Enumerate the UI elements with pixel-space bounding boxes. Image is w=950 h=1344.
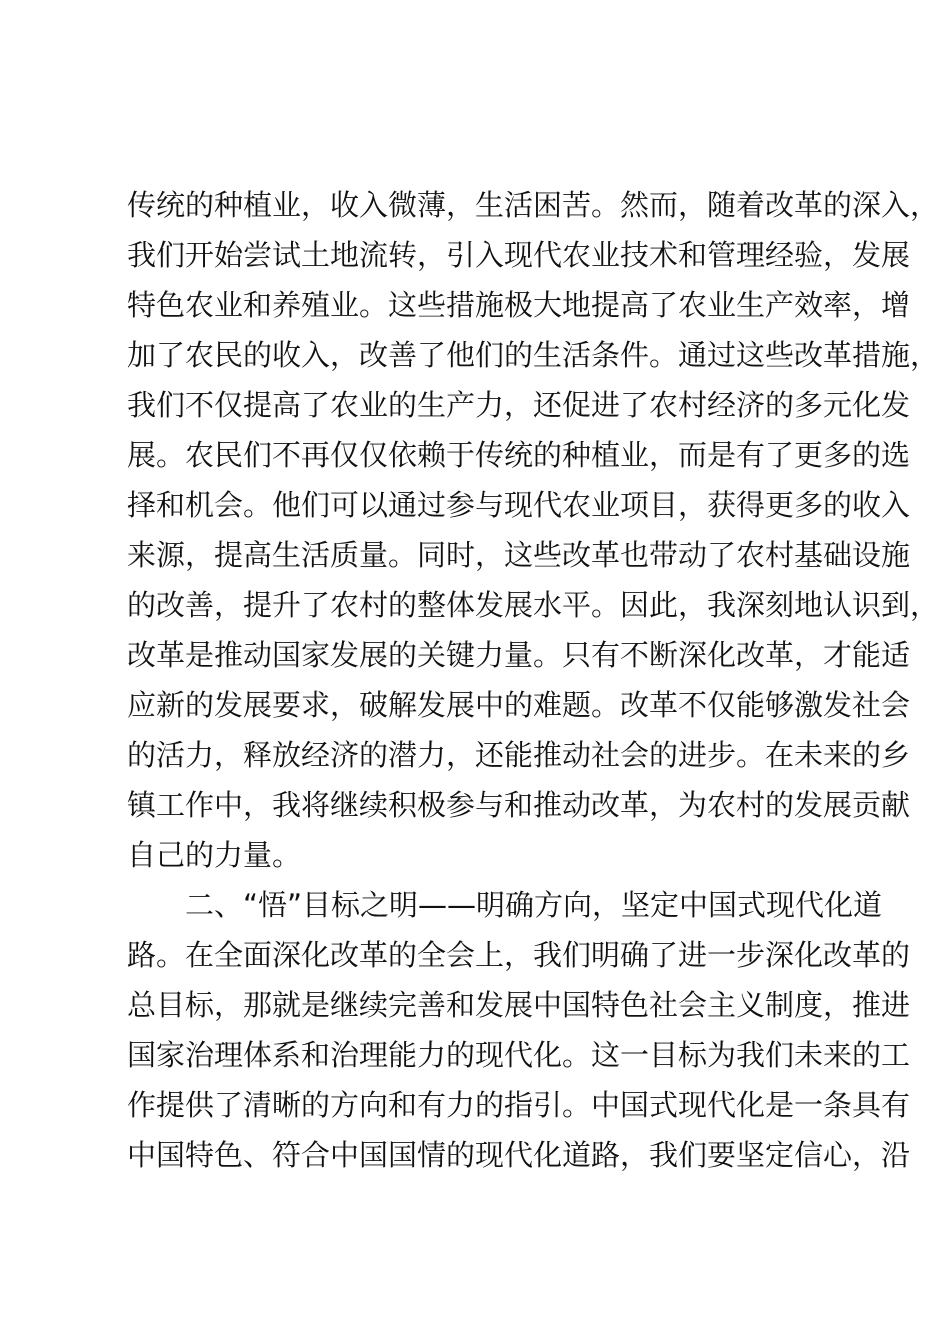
paragraph-line: 来源，提高生活质量。同时，这些改革也带动了农村基础设施 bbox=[127, 538, 911, 572]
paragraph-line: 的改善，提升了农村的整体发展水平。因此，我深刻地认识到， bbox=[127, 588, 940, 622]
paragraph-line: 国家治理体系和治理能力的现代化。这一目标为我们未来的工 bbox=[127, 1038, 911, 1072]
paragraph-line: 中国特色、符合中国国情的现代化道路，我们要坚定信心，沿 bbox=[127, 1138, 911, 1172]
paragraph-section-two bbox=[127, 880, 911, 1180]
paragraph-line: 路。在全面深化改革的全会上，我们明确了进一步深化改革的 bbox=[127, 938, 911, 972]
section-heading-line: 二、“悟”目标之明——明确方向，坚定中国式现代化道 bbox=[185, 888, 883, 922]
document-body bbox=[127, 180, 940, 1180]
paragraph-line: 改革是推动国家发展的关键力量。只有不断深化改革，才能适 bbox=[127, 638, 911, 672]
paragraph-line: 的活力，释放经济的潜力，还能推动社会的进步。在未来的乡 bbox=[127, 738, 911, 772]
paragraph-line: 应新的发展要求，破解发展中的难题。改革不仅能够激发社会 bbox=[127, 688, 911, 722]
paragraph-line: 特色农业和养殖业。这些措施极大地提高了农业生产效率，增 bbox=[127, 288, 911, 322]
paragraph-line: 展。农民们不再仅仅依赖于传统的种植业，而是有了更多的选 bbox=[127, 438, 911, 472]
paragraph-line: 择和机会。他们可以通过参与现代农业项目，获得更多的收入 bbox=[127, 488, 911, 522]
paragraph-reform-practice bbox=[127, 180, 940, 880]
paragraph-line: 镇工作中，我将继续积极参与和推动改革，为农村的发展贡献 bbox=[127, 788, 911, 822]
paragraph-line: 加了农民的收入，改善了他们的生活条件。通过这些改革措施， bbox=[127, 338, 940, 372]
paragraph-line: 作提供了清晰的方向和有力的指引。中国式现代化是一条具有 bbox=[127, 1088, 911, 1122]
paragraph-line: 我们开始尝试土地流转，引入现代农业技术和管理经验，发展 bbox=[127, 238, 911, 272]
paragraph-line: 传统的种植业，收入微薄，生活困苦。然而，随着改革的深入， bbox=[127, 188, 940, 222]
paragraph-line: 总目标，那就是继续完善和发展中国特色社会主义制度，推进 bbox=[127, 988, 911, 1022]
paragraph-line: 自己的力量。 bbox=[127, 838, 302, 872]
paragraph-line: 我们不仅提高了农业的生产力，还促进了农村经济的多元化发 bbox=[127, 388, 911, 422]
